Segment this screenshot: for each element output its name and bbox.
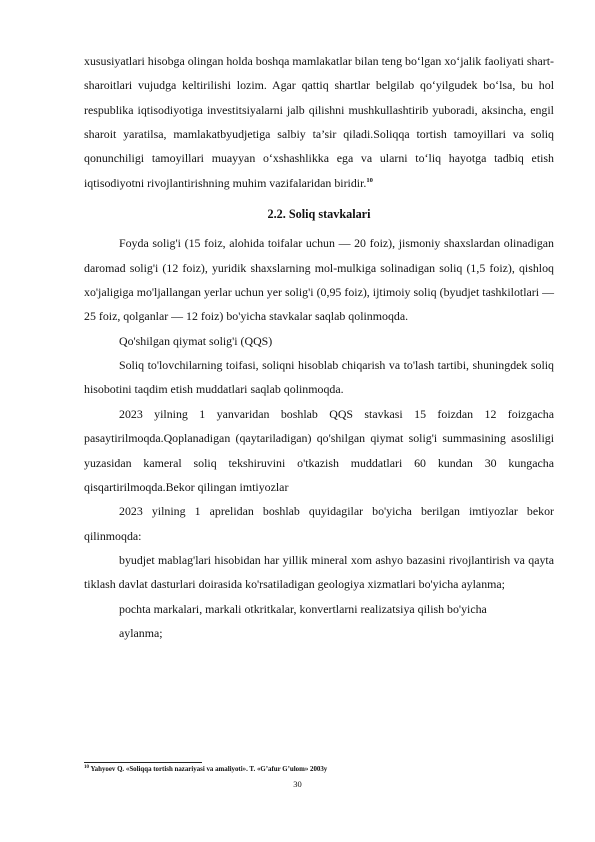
paragraph-postal-stamps: pochta markalari, markali otkritkalar, konvertlarni realizatsiya qilish bo'yicha — [119, 601, 487, 616]
intro-paragraph — [84, 49, 554, 195]
paragraph-taxpayer-category: Soliq to'lovchilarning toifasi, soliqni hisoblab chiqarish va to'lash tartibi, shuningdek soliq hisobotini taqdim etish muddatlari saqlab qolinmoqda. — [84, 358, 554, 397]
paragraph-cancelled-benefits: 2023 yilning 1 aprelidan boshlab quyidagilar bo'yicha berilgan imtiyozlar bekor qilinmoqda: — [84, 504, 554, 543]
section-heading: 2.2. Soliq stavkalari — [267, 207, 371, 222]
footnote-number: 10 — [84, 765, 89, 770]
paragraph-vat-title: Qo'shilgan qiymat solig'i (QQS) — [119, 333, 273, 348]
footnote — [84, 765, 554, 774]
footnote-text: Yahyoev Q. «Soliqqa tortish nazariyasi va amaliyoti». T. «G’afur G’ulom» 2003y — [90, 766, 328, 773]
footnote-divider — [84, 762, 202, 763]
paragraph-geology-services: byudjet mablag'lari hisobidan har yillik mineral xom ashyo bazasini rivojlantirish va qayta tiklash davlat dasturlari doirasida ko'rsatiladigan geologiya xizmatlari bo'yicha aylanma; — [84, 552, 554, 592]
page-number: 30 — [293, 779, 302, 789]
paragraph-tax-rates: Foyda solig'i (15 foiz, alohida toifalar uchun — 20 foiz), jismoniy shaxslardan olinadigan daromad solig'i (12 foiz), yuridik shaxslarning mol-mulkiga solinadigan soliq (1,5 foiz), qishloq xo'jaligiga mo'ljallangan yerlar uchun yer solig'i (0,95 foiz), ijtimoiy soliq (byudjet tashkilotlari — 25 foiz, qolganlar — 12 foiz) bo'yicha stavkalar saqlab qolinmoqda. — [84, 236, 554, 324]
paragraph-turnover: aylanma; — [119, 625, 163, 640]
page-body — [84, 49, 554, 645]
intro-paragraph-text: xususiyatlari hisobga olingan holda boshqa mamlakatlar bilan teng bo‘lgan xo‘jalik faoliyati shart-sharoitlari vujudga keltirilishi lozim. Agar qattiq shartlar belgilab qo‘yilgudek bo‘lsa, bu hol respublika iqtisodiyotiga investitsiyalarni jalb qilishni mushkullashtirib yuboradi, aksincha, engil sharoit yaratilsa, mamlakatbyudjetiga salbiy ta’sir qiladi.Soliqqa tortish tamoyillari va soliq qonunchiligi tamoyillari muayyan o‘xshashlikka ega va ularni to‘liq hayotga tadbiq etish iqtisodiyotni rivojlantirishning muhim vazifalaridan biridir. — [84, 54, 554, 190]
paragraph-vat-reduction: 2023 yilning 1 yanvaridan boshlab QQS stavkasi 15 foizdan 12 foizgacha pasaytirilmoqda.Qoplanadigan (qaytariladigan) qo'shilgan qiymat solig'i summasining asosliligi yuzasidan kameral soliq tekshiruvini o'tkazish muddatlari 60 kundan 30 kungacha qisqartirilmoqda.Bekor qilingan imtiyozlar — [84, 406, 554, 494]
footnote-reference[interactable]: 10 — [366, 176, 373, 184]
